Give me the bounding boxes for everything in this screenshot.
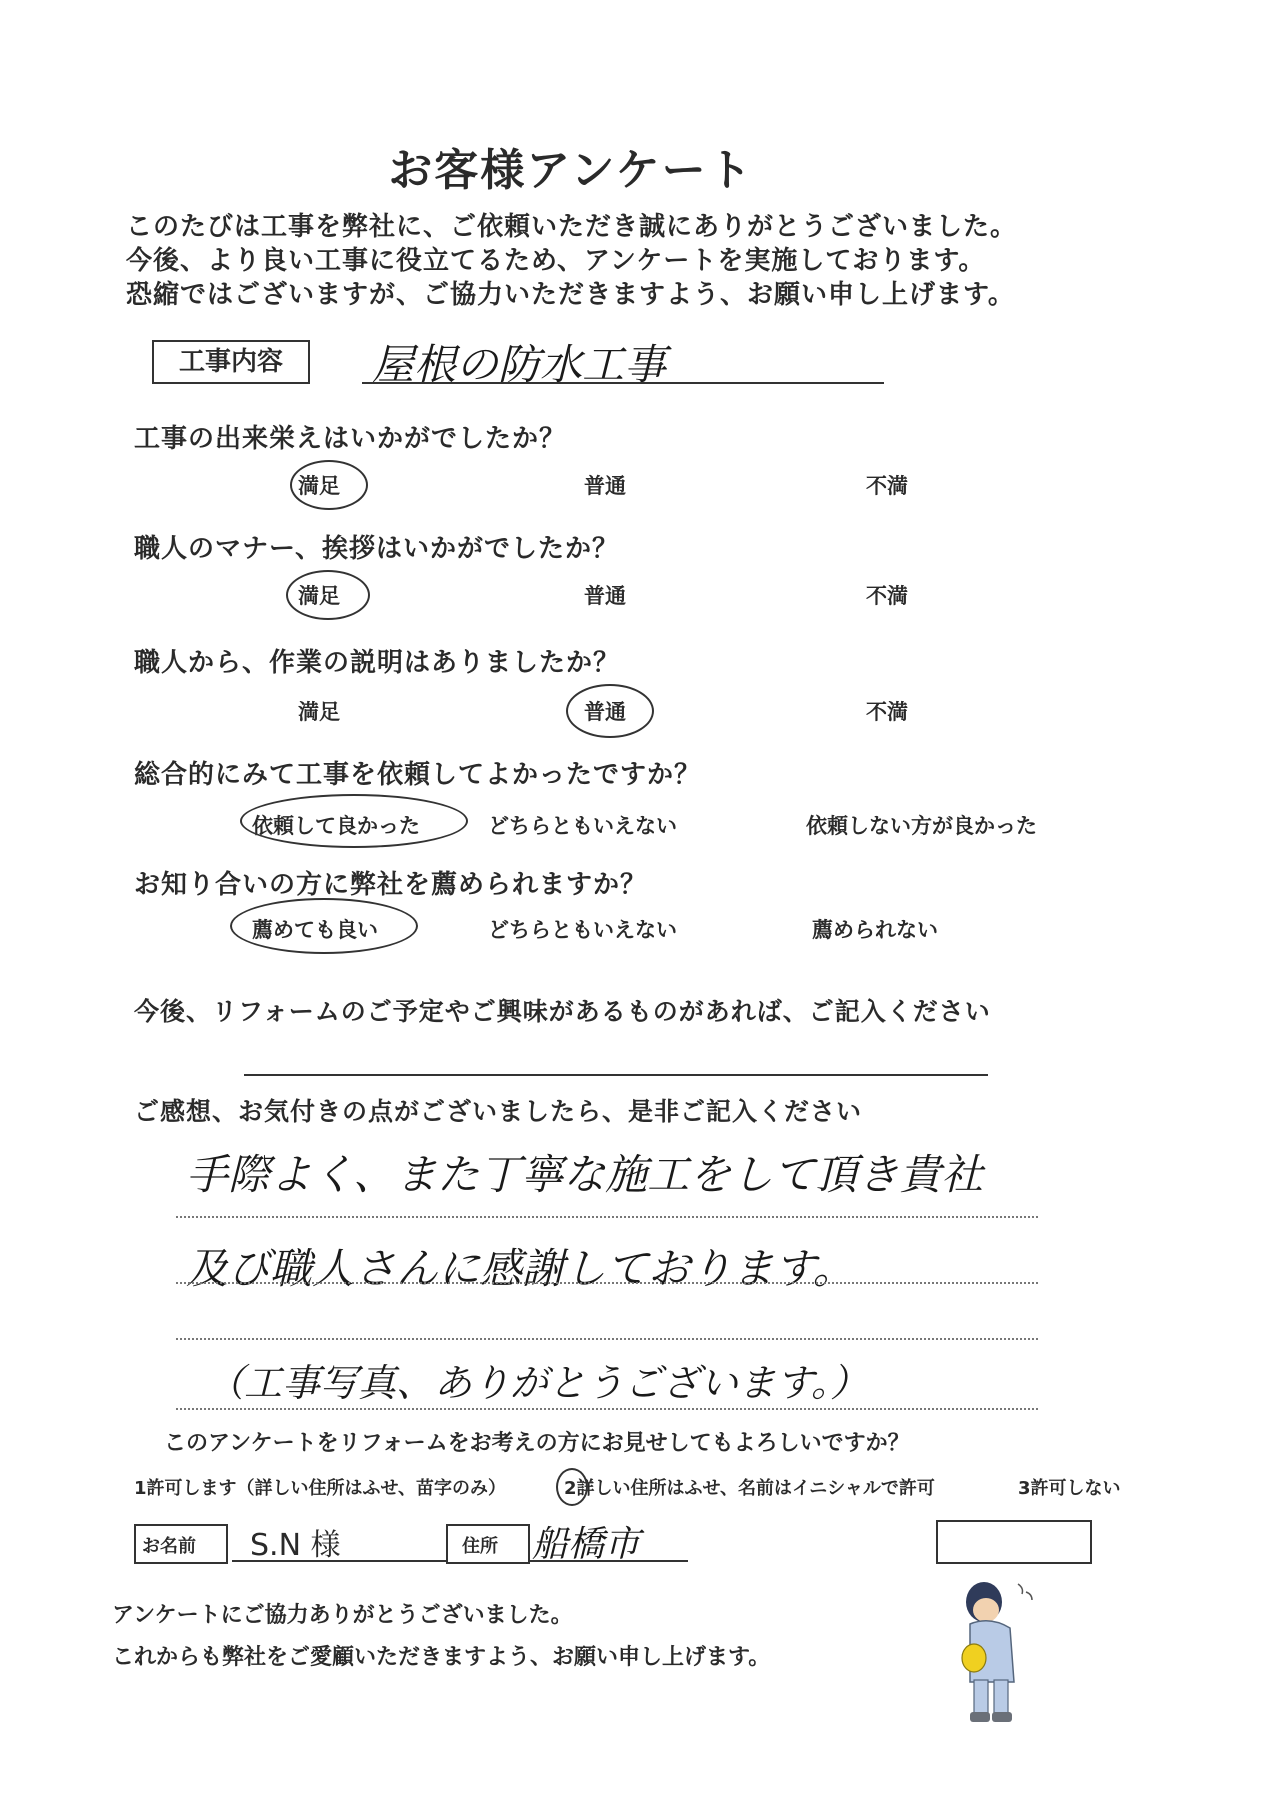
q4-option-bad[interactable]: 依頼しない方が良かった	[806, 814, 1037, 838]
address-underline	[528, 1560, 688, 1562]
comment-dotted-line-4	[176, 1408, 1038, 1410]
intro-line-3: 恐縮ではございますが、ご協力いただきますよう、お願い申し上げます。	[126, 280, 1015, 310]
question-5: お知り合いの方に弊社を薦められますか？	[134, 870, 648, 900]
name-value[interactable]: S.N 様	[250, 1528, 341, 1563]
reform-prompt: 今後、リフォームのご予定やご興味があるものがあれば、ご記入ください	[134, 997, 991, 1026]
comment-line-3: （工事写真、ありがとうございます。）	[206, 1361, 868, 1405]
comment-line-2: 及び職人さんに感謝しております。	[186, 1244, 855, 1293]
question-3: 職人から、作業の説明はありましたか？	[134, 648, 621, 678]
q3-selection-circle	[566, 684, 654, 738]
q4-option-good[interactable]: 依頼して良かった	[252, 814, 420, 838]
q2-selection-circle	[286, 570, 370, 620]
intro-line-2: 今後、より良い工事に役立てるため、アンケートを実施しております。	[126, 246, 986, 276]
q5-option-not-recommend[interactable]: 薦められない	[812, 918, 938, 942]
address-label: 住所	[462, 1536, 498, 1557]
q3-option-dissatisfied[interactable]: 不満	[866, 700, 908, 724]
comment-prompt: ご感想、お気付きの点がございましたら、是非ご記入ください	[134, 1097, 863, 1126]
q2-option-dissatisfied[interactable]: 不満	[866, 584, 908, 608]
comment-dotted-line-1	[176, 1216, 1038, 1218]
permission-option-2[interactable]: 2詳しい住所はふせ、名前はイニシャルで許可	[564, 1478, 935, 1499]
q1-option-normal[interactable]: 普通	[584, 474, 626, 498]
intro-line-1: このたびは工事を弊社に、ご依頼いただき誠にありがとうございました。	[126, 212, 1018, 242]
question-2: 職人のマナー、挨拶はいかがでしたか？	[134, 534, 619, 564]
q3-option-satisfied[interactable]: 満足	[298, 700, 340, 724]
permission-selection-circle	[556, 1468, 588, 1506]
bowing-worker-icon	[940, 1572, 1050, 1732]
q5-selection-circle	[230, 898, 418, 954]
closing-line-1: アンケートにご協力ありがとうございました。	[112, 1603, 573, 1628]
q4-option-neutral[interactable]: どちらともいえない	[488, 814, 677, 838]
name-underline	[232, 1560, 446, 1562]
q5-option-recommend[interactable]: 薦めても良い	[252, 918, 378, 942]
reform-answer-line[interactable]	[244, 1074, 988, 1076]
permission-option-3[interactable]: 3許可しない	[1018, 1478, 1121, 1499]
q3-option-normal[interactable]: 普通	[584, 700, 626, 724]
question-1: 工事の出来栄えはいかがでしたか？	[134, 424, 567, 454]
permission-option-1[interactable]: 1許可します（詳しい住所はふせ、苗字のみ）	[134, 1478, 506, 1499]
question-4: 総合的にみて工事を依頼してよかったですか？	[134, 760, 702, 790]
extra-field-box[interactable]	[936, 1520, 1092, 1564]
q4-selection-circle	[240, 794, 468, 848]
closing-line-2: これからも弊社をご愛顧いただきますよう、お願い申し上げます。	[112, 1645, 771, 1670]
permission-question: このアンケートをリフォームをお考えの方にお見せしてもよろしいですか？	[164, 1431, 910, 1456]
q1-selection-circle	[290, 460, 368, 510]
q1-option-dissatisfied[interactable]: 不満	[866, 474, 908, 498]
work-label: 工事内容	[152, 340, 310, 384]
work-value: 屋根の防水工事	[372, 340, 667, 389]
comment-line-1: 手際よく、また丁寧な施工をして頂き貴社	[186, 1150, 984, 1199]
q2-option-satisfied[interactable]: 満足	[298, 584, 340, 608]
page-title: お客様アンケート	[388, 145, 754, 196]
q2-option-normal[interactable]: 普通	[584, 584, 626, 608]
work-underline	[362, 382, 884, 384]
name-label: お名前	[142, 1536, 196, 1557]
address-value[interactable]: 船橋市	[532, 1524, 641, 1565]
comment-dotted-line-3	[176, 1338, 1038, 1340]
comment-dotted-line-2	[176, 1282, 1038, 1284]
q1-option-satisfied[interactable]: 満足	[298, 474, 340, 498]
q5-option-neutral[interactable]: どちらともいえない	[488, 918, 677, 942]
